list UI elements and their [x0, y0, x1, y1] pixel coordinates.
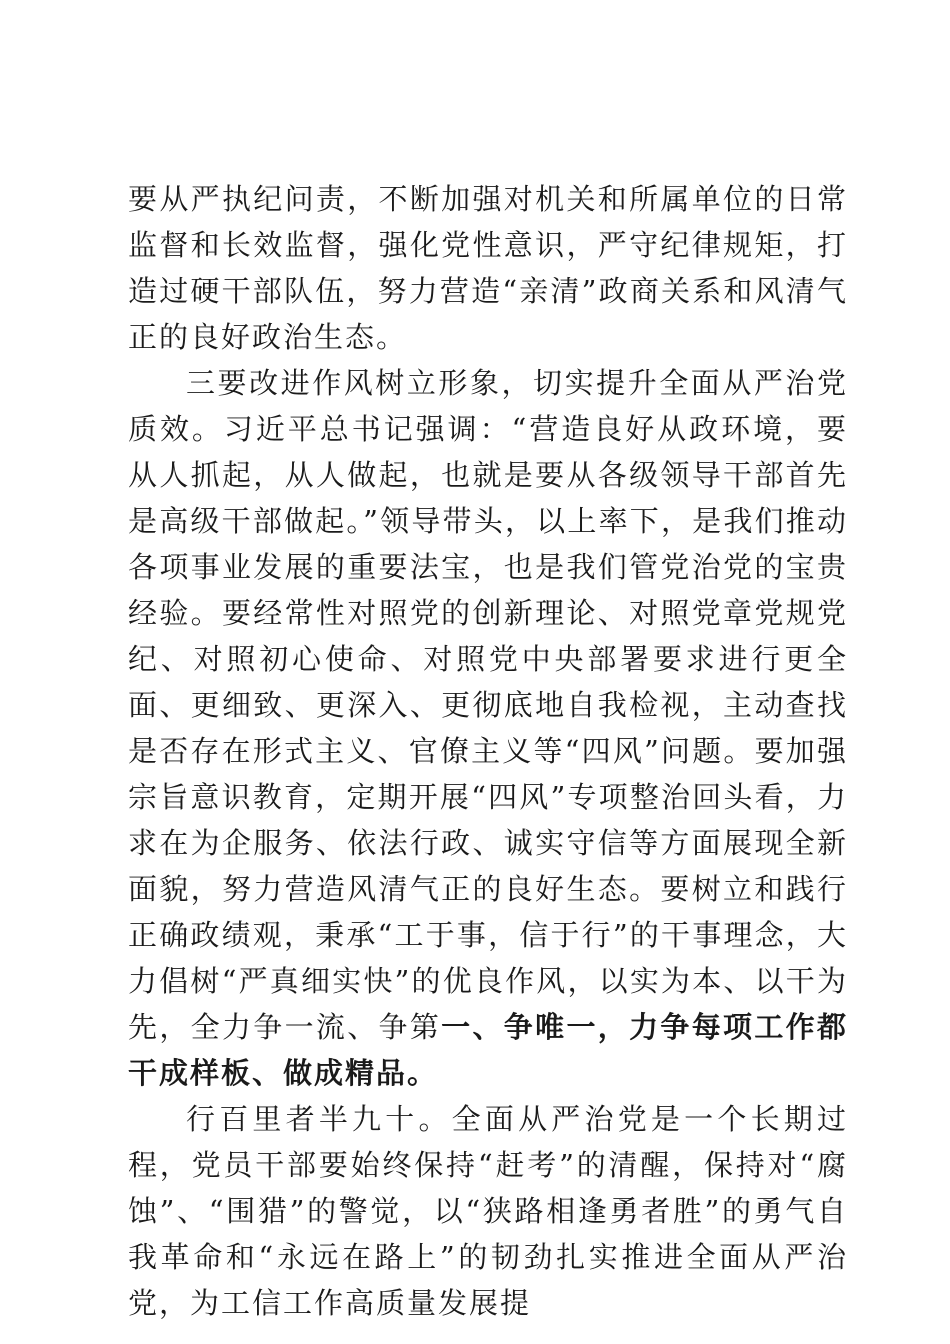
paragraph-3-text: 行百里者半九十。全面从严治党是一个长期过程，党员干部要始终保持“赶考”的清醒，保持对“腐蚀”、“围猎”的警觉，以“狭路相逢勇者胜”的勇气自我革命和“永远在路上”的韧劲扎实推进全面从严治党，为工信工作高质量发展提	[128, 1102, 848, 1320]
paragraph-1-text: 要从严执纪问责，不断加强对机关和所属单位的日常监督和长效监督，强化党性意识，严守纪律规矩，打造过硬干部队伍，努力营造“亲清”政商关系和风清气正的良好政治生态。	[128, 182, 848, 354]
paragraph-2	[128, 360, 848, 1096]
document-body	[128, 176, 848, 1326]
paragraph-1	[128, 176, 848, 360]
paragraph-2-text: 三要改进作风树立形象，切实提升全面从严治党质效。习近平总书记强调：“营造良好从政环境，要从人抓起，从人做起，也就是要从各级领导干部首先是高级干部做起。”领导带头，以上率下，是我们推动各项事业发展的重要法宝，也是我们管党治党的宝贵经验。要经常性对照党的创新理论、对照党章党规党纪、对照初心使命、对照党中央部署要求进行更全面、更细致、更深入、更彻底地自我检视，主动查找是否存在形式主义、官僚主义等“四风”问题。要加强宗旨意识教育，定期开展“四风”专项整治回头看，力求在为企服务、依法行政、诚实守信等方面展现全新面貌，努力营造风清气正的良好生态。要树立和践行正确政绩观，秉承“工于事，信于行”的干事理念，大力倡树“严真细实快”的优良作风，以实为本、以干为先，全力争一流、争第	[128, 366, 848, 1044]
paragraph-2-bold-text: 一、争唯一，力争每项工作都干成样板、做成精品。	[128, 1010, 848, 1090]
paragraph-3	[128, 1096, 848, 1326]
